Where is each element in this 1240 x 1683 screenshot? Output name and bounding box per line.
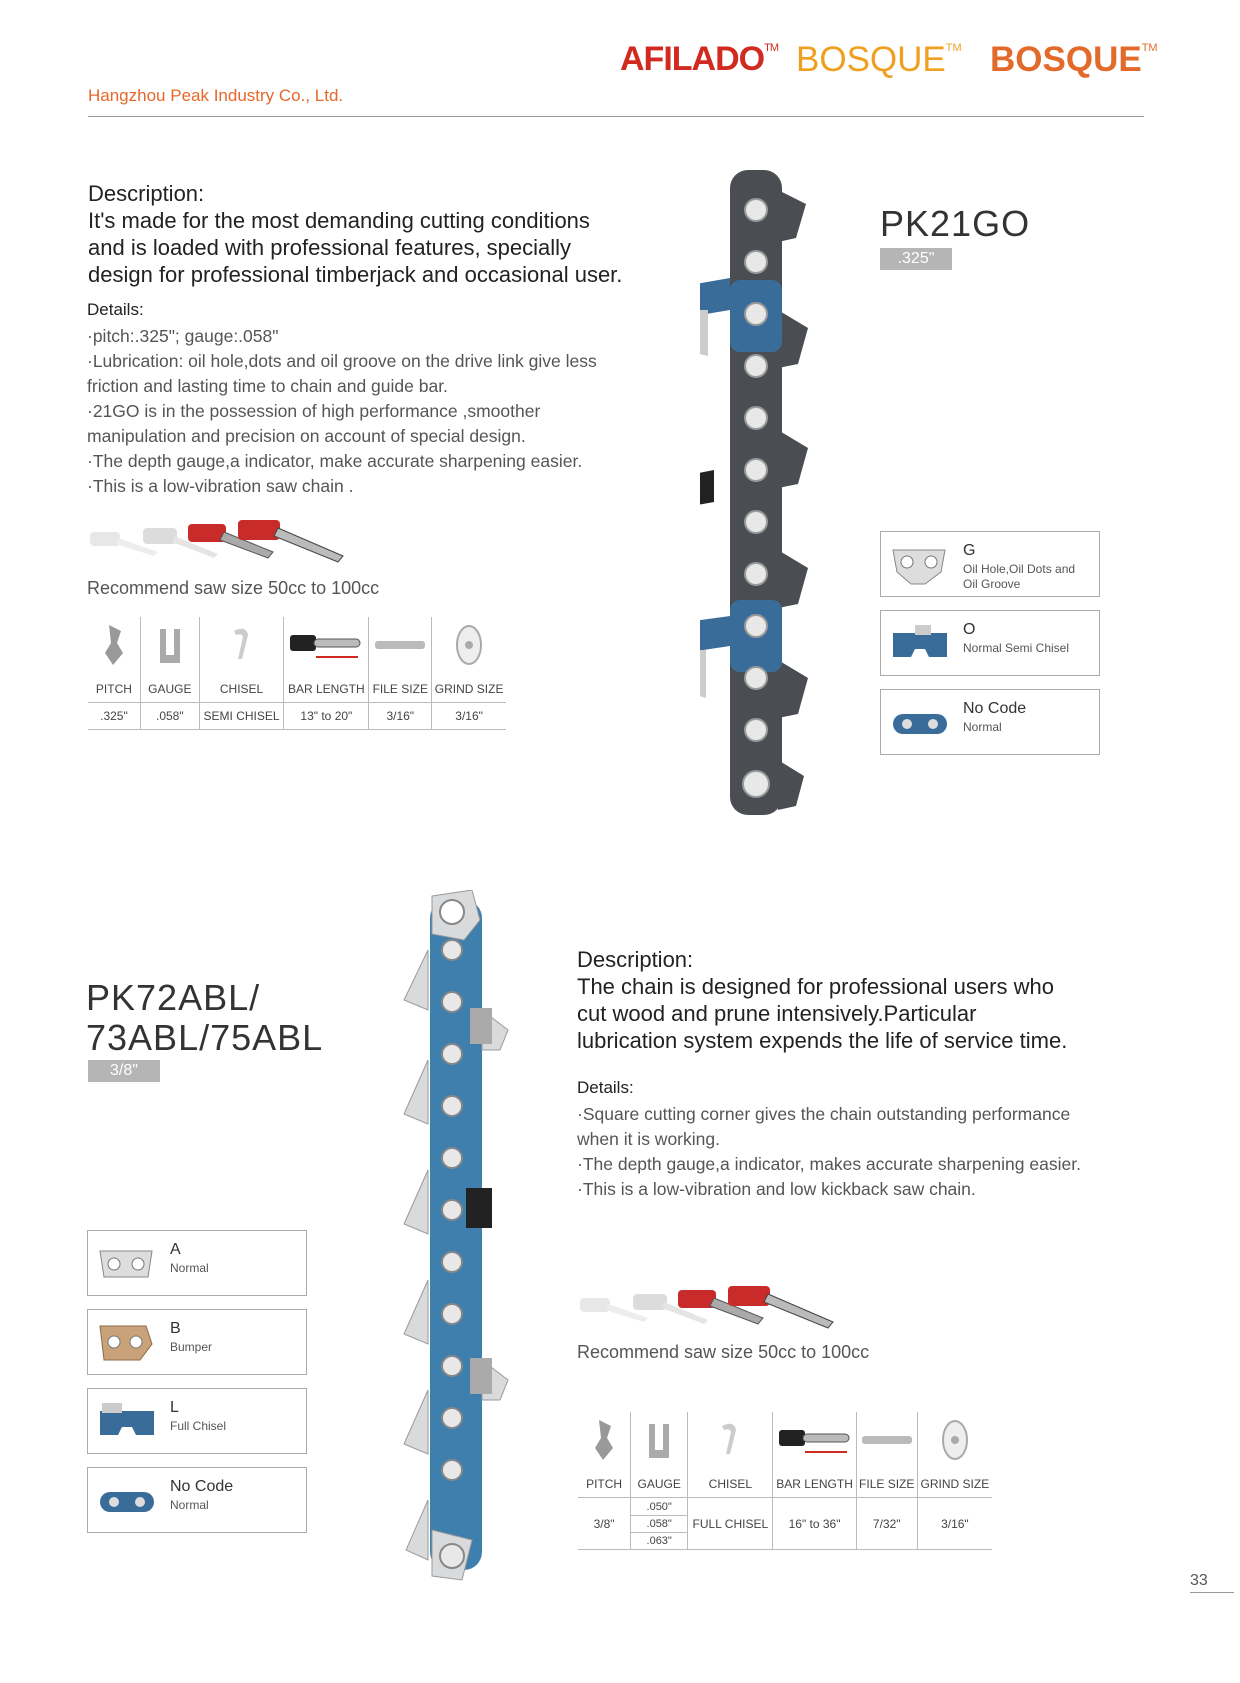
spec-value: .058" [140, 703, 199, 730]
gauge-values [631, 1498, 688, 1550]
spec-header: CHISEL [199, 676, 284, 703]
bosque-logo-orange: BOSQUE™ [990, 40, 1158, 79]
spec-header: FILE SIZE [856, 1471, 917, 1498]
description-line: cut wood and prune intensively.Particular [577, 1001, 977, 1026]
chainsaw-size-icons [578, 1278, 843, 1338]
spec-value: 16" to 36" [773, 1498, 856, 1550]
spec-value: 3/8" [593, 1516, 615, 1531]
code-letter: O [963, 621, 976, 638]
spec-table [88, 617, 506, 730]
spec-value: 13" to 20" [284, 703, 369, 730]
product1-description [88, 180, 622, 288]
spec-header: BAR LENGTH [773, 1471, 856, 1498]
description-heading: Description: [88, 181, 205, 206]
spec-value: 3/16" [432, 703, 506, 730]
file-size-icon [856, 1412, 917, 1471]
recommend-text: Recommend saw size 50cc to 100cc [87, 578, 380, 598]
code-letter: No Code [170, 1478, 234, 1495]
code-box-b [87, 1309, 307, 1375]
pk21go-chain-image [700, 160, 820, 830]
code-name: Oil Hole,Oil Dots and Oil Groove [963, 562, 1076, 591]
afilado-logo: AFILADO™ [620, 40, 778, 78]
pitch-icon [88, 617, 140, 676]
grind-size-icon [917, 1412, 992, 1471]
product1-title: PK21GO [880, 203, 1031, 244]
details-line: ·pitch:.325"; gauge:.058" [87, 326, 279, 346]
normal-link-icon [889, 700, 951, 746]
grind-size-icon [432, 617, 506, 676]
bar-length-icon [773, 1412, 856, 1471]
pitch-icon [578, 1412, 631, 1471]
code-box-a [87, 1230, 307, 1296]
spec-value: 3/16" [369, 703, 432, 730]
bar-length-icon [284, 617, 369, 676]
spec-header: GAUGE [631, 1471, 688, 1498]
code-name: Normal [170, 1498, 209, 1512]
details-line: ·This is a low-vibration and low kickback saw chain. [577, 1179, 976, 1199]
details-line: friction and lasting time to chain and guide bar. [87, 376, 448, 396]
gauge-value: .050" [646, 1500, 672, 1513]
details-heading: Details: [577, 1078, 634, 1097]
pk72abl-chain-image [400, 890, 520, 1590]
spec-header: GAUGE [140, 676, 199, 703]
product2-description [577, 946, 1067, 1054]
code-name: Full Chisel [170, 1419, 227, 1433]
description-line: design for professional timberjack and occasional user. [88, 262, 623, 287]
details-line: ·Lubrication: oil hole,dots and oil groove on the drive link give less [87, 351, 597, 371]
description-heading: Description: [577, 947, 694, 972]
code-name: Normal Semi Chisel [963, 641, 1070, 655]
details-line: ·21GO is in the possession of high performance ,smoother [87, 401, 541, 421]
spec-table [578, 1412, 992, 1550]
description-line: lubrication system expends the life of service time. [577, 1028, 1068, 1053]
code-box-o [880, 610, 1100, 676]
gauge-icon [140, 617, 199, 676]
page-number-underline [1190, 1592, 1234, 1593]
code-box-no-code [880, 689, 1100, 755]
code-letter: G [963, 542, 976, 559]
recommend-text: Recommend saw size 50cc to 100cc [577, 1342, 870, 1362]
code-box-no-code [87, 1467, 307, 1533]
details-line: ·The depth gauge,a indicator, makes accurate sharpening easier. [577, 1154, 1081, 1174]
description-line: and is loaded with professional features, specially [88, 235, 572, 260]
spec-header: GRIND SIZE [432, 676, 506, 703]
product2-pitch-badge: 3/8" [88, 1060, 160, 1082]
product2-title-line: PK72ABL/ [86, 977, 261, 1018]
description-line: It's made for the most demanding cutting conditions [88, 208, 590, 233]
spec-value: 3/16" [917, 1498, 992, 1550]
gauge-value: .063" [631, 1532, 687, 1549]
spec-header: PITCH [88, 676, 140, 703]
spec-value: SEMI CHISEL [199, 703, 284, 730]
details-line: manipulation and precision on account of special design. [87, 426, 526, 446]
oil-hole-link-icon [889, 542, 949, 588]
file-size-icon [369, 617, 432, 676]
spec-header: CHISEL [688, 1471, 773, 1498]
chisel-icon [199, 617, 284, 676]
spec-value: FULL CHISEL [688, 1498, 773, 1550]
details-line: ·The depth gauge,a indicator, make accurate sharpening easier. [87, 451, 583, 471]
code-name: Bumper [170, 1340, 213, 1354]
page-number: 33 [1190, 1572, 1208, 1589]
details-line: when it is working. [577, 1129, 720, 1149]
product2-title [86, 978, 323, 1058]
details-line: ·Square cutting corner gives the chain outstanding performance [577, 1104, 1071, 1124]
product2-details [577, 1078, 1081, 1202]
code-letter: A [170, 1241, 181, 1258]
spec-value: .325" [88, 703, 140, 730]
product1-details [87, 300, 597, 499]
code-box-l [87, 1388, 307, 1454]
code-letter: B [170, 1320, 181, 1337]
header-divider [88, 116, 1144, 117]
bumper-tie-strap-icon [96, 1320, 156, 1366]
company-name: Hangzhou Peak Industry Co., Ltd. [88, 86, 344, 105]
gauge-value: .058" [631, 1515, 687, 1532]
spec-value: 7/32" [856, 1498, 917, 1550]
normal-tie-strap-icon [96, 1241, 156, 1287]
code-letter: L [170, 1399, 179, 1416]
spec-header: GRIND SIZE [917, 1471, 992, 1498]
code-letter: No Code [963, 700, 1027, 717]
code-box-g [880, 531, 1100, 597]
product2-title-line: 73ABL/75ABL [86, 1017, 324, 1058]
full-chisel-cutter-icon [96, 1399, 158, 1445]
code-name: Normal [170, 1261, 209, 1275]
code-name: Normal [963, 720, 1002, 734]
chainsaw-size-icons [88, 512, 353, 572]
spec-header: PITCH [578, 1471, 631, 1498]
details-line: ·This is a low-vibration saw chain . [87, 476, 354, 496]
spec-header: BAR LENGTH [284, 676, 369, 703]
gauge-icon [631, 1412, 688, 1471]
semi-chisel-cutter-icon [889, 621, 951, 667]
normal-link-icon [96, 1478, 158, 1524]
details-heading: Details: [87, 300, 144, 319]
product1-pitch-badge: .325" [880, 248, 952, 270]
bosque-logo-yellow: BOSQUE™ [796, 40, 962, 79]
description-line: The chain is designed for professional users who [577, 974, 1054, 999]
chisel-icon [688, 1412, 773, 1471]
spec-header: FILE SIZE [369, 676, 432, 703]
